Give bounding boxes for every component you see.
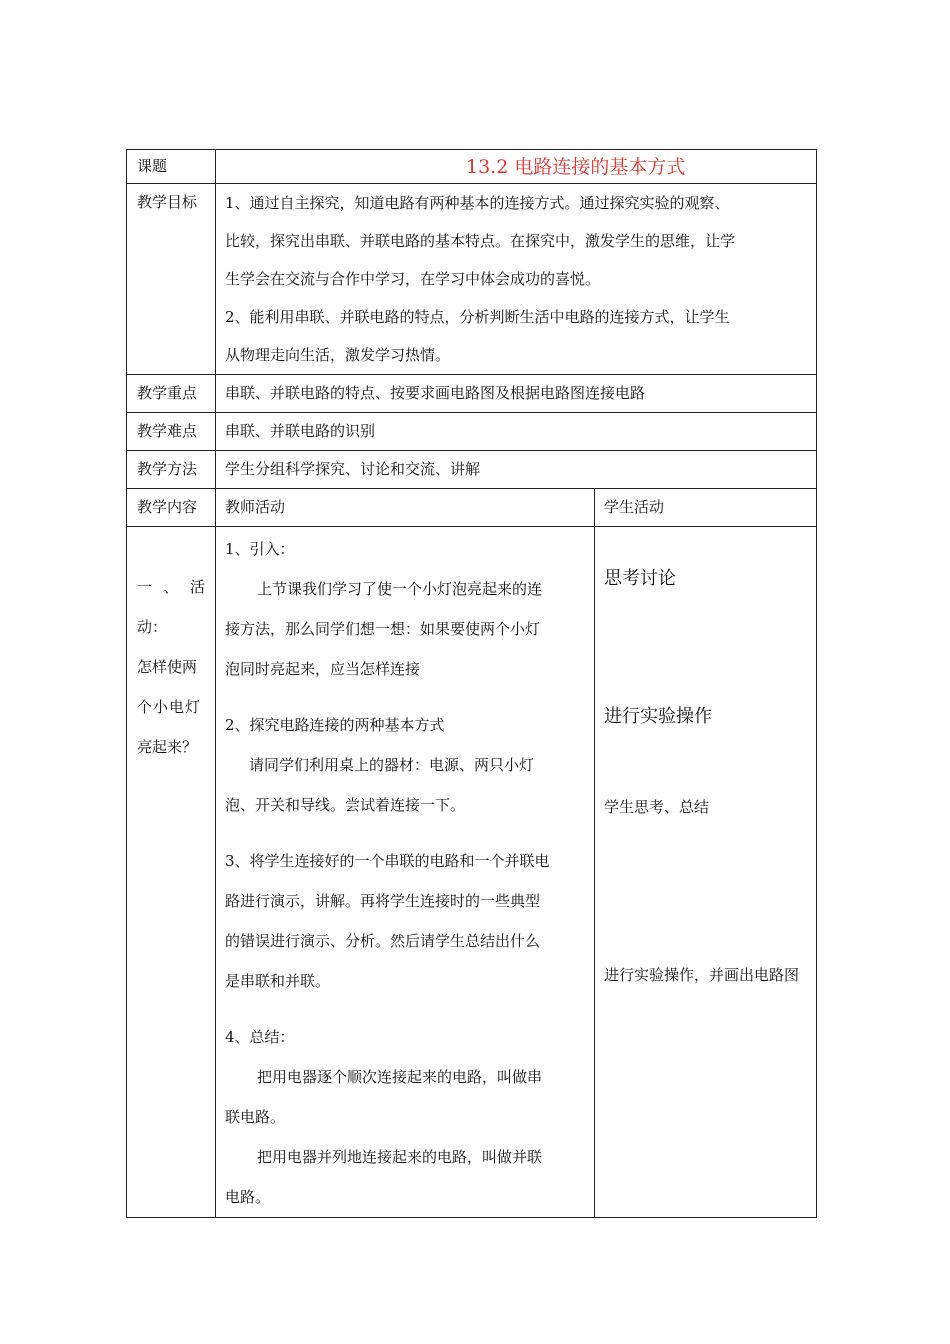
- student-activity-3: 学生思考、总结: [604, 798, 710, 816]
- activity-number: 一 、 活: [137, 578, 205, 596]
- section-title: 4、总结：: [225, 1028, 295, 1046]
- activity-question: 怎样使两: [137, 658, 198, 676]
- difficulties-label: 教学难点: [127, 413, 216, 451]
- key-points-cell: 串联、并联电路的特点、按要求画电路图及根据电路图连接电路: [216, 375, 817, 413]
- goals-label: 教学目标: [127, 184, 216, 375]
- topic-label: 课题: [127, 150, 216, 184]
- goal-line: 2、能利用串联、并联电路的特点，分析判断生活中电路的连接方式，让学生: [225, 308, 730, 326]
- lesson-title: 13.2 电路连接的基本方式: [466, 156, 686, 178]
- lesson-plan-table: [126, 149, 817, 1218]
- methods-cell: 学生分组科学探究、讨论和交流、讲解: [216, 451, 817, 489]
- goals-cell: [216, 184, 817, 375]
- content-header-row: [127, 489, 817, 527]
- difficulties-cell: 串联、并联电路的识别: [216, 413, 817, 451]
- section-title: 2、探究电路连接的两种基本方式: [225, 716, 445, 734]
- goal-line: 生学会在交流与合作中学习，在学习中体会成功的喜悦。: [225, 270, 601, 288]
- student-activity-header: 学生活动: [595, 489, 817, 527]
- topic-cell: [216, 150, 817, 184]
- goal-line: 比较，探究出串联、并联电路的基本特点。在探究中，激发学生的思维，让学: [225, 232, 736, 250]
- methods-label: 教学方法: [127, 451, 216, 489]
- student-activity-cell: [595, 527, 817, 1218]
- goal-line: 1、通过自主探究，知道电路有两种基本的连接方式。通过探究实验的观察、: [225, 194, 730, 212]
- student-activity-2: 进行实验操作: [604, 706, 712, 727]
- student-activity-4: 进行实验操作，并画出电路图: [604, 966, 800, 984]
- activity-label-cell: 一 、 活 动： 怎样使两 个小电灯 亮起来？: [127, 527, 216, 1218]
- topic-row: [127, 150, 817, 184]
- teacher-activity-cell: 1、引入： 上节课我们学习了使一个小灯泡亮起来的连 接方法，那么同学们想一想：如果要使两个小灯 泡同时亮起来，应当怎样连接 2、探究电路连接的两种基本方式 请同学们利用桌上的器材：电源、两只小灯 泡、开关和导线。尝试着连接一下。 3、将学生连接好的一个串联的电路和一个并联电 路进行演示，讲解。再将学生连接时的一些典型 的错误进行演示、分析。然后请学生总结出什么 是串联和并联。 4、总结： 把用电器逐个顺次连接起来的电路，叫做串 联电路。 把用电器并列地连接起来的电路，叫做并联 电路。: [216, 527, 595, 1218]
- section-title: 1、引入：: [225, 540, 295, 558]
- student-activity-1: 思考讨论: [604, 568, 676, 589]
- key-points-label: 教学重点: [127, 375, 216, 413]
- key-points-row: [127, 375, 817, 413]
- methods-row: [127, 451, 817, 489]
- goals-row: [127, 184, 817, 375]
- activity-row: [127, 527, 817, 1218]
- difficulties-row: [127, 413, 817, 451]
- goal-line: 从物理走向生活，激发学习热情。: [225, 346, 451, 364]
- teacher-activity-header: 教师活动: [216, 489, 595, 527]
- content-label: 教学内容: [127, 489, 216, 527]
